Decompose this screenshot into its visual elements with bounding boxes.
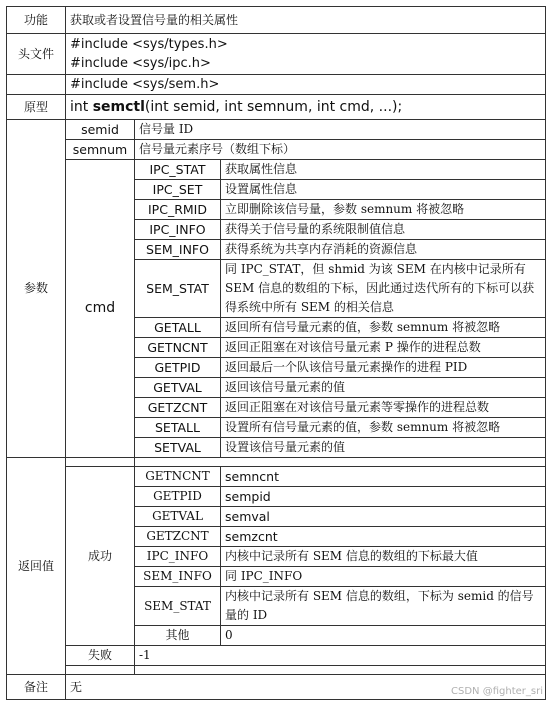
cmd-name: SEM_INFO <box>135 240 221 260</box>
prototype-label: 原型 <box>7 95 66 120</box>
param-semnum-desc: 信号量元素序号（数组下标） <box>135 140 546 160</box>
return-value: sempid <box>221 487 546 507</box>
csdn-watermark: CSDN @fighter_sri <box>451 686 543 697</box>
cmd-name: GETZCNT <box>135 398 221 418</box>
cmd-row <box>7 160 546 180</box>
return-value: semncnt <box>221 467 546 487</box>
return-cmd-name: IPC_INFO <box>135 547 221 567</box>
cmd-desc: 返回正阻塞在对该信号量元素等零操作的进程总数 <box>221 398 546 418</box>
notes-label: 备注 <box>7 675 66 700</box>
prototype-function-name: semctl <box>92 98 145 115</box>
cmd-name: IPC_INFO <box>135 220 221 240</box>
return-spacer <box>135 666 546 675</box>
return-spacer <box>135 458 546 467</box>
return-fail-label: 失败 <box>66 646 135 666</box>
cmd-desc: 同 IPC_STAT，但 shmid 为该 SEM 在内核中记录所有 SEM 信息的数组的下标，因此通过迭代所有的下标可以获得系统中所有 SEM 的相关信息 <box>221 260 546 318</box>
return-value: 内核中记录所有 SEM 信息的数组的下标最大值 <box>221 547 546 567</box>
cmd-desc: 返回正阻塞在对该信号量元素 P 操作的进程总数 <box>221 338 546 358</box>
cmd-name: IPC_SET <box>135 180 221 200</box>
return-fail-value: -1 <box>135 646 546 666</box>
return-cmd-name: GETNCNT <box>135 467 221 487</box>
cmd-desc: 设置所有信号量元素的值，参数 semnum 将被忽略 <box>221 418 546 438</box>
headers-row <box>7 34 546 75</box>
cmd-name: GETVAL <box>135 378 221 398</box>
param-semid-row <box>7 120 546 140</box>
return-value: semzcnt <box>221 527 546 547</box>
return-spacer <box>66 666 135 675</box>
notes-value: 无 <box>66 675 546 700</box>
cmd-desc: 返回所有信号量元素的值，参数 semnum 将被忽略 <box>221 318 546 338</box>
include-sem-row <box>7 75 546 95</box>
cmd-desc: 设置该信号量元素的值 <box>221 438 546 458</box>
return-cmd-name: 其他 <box>135 626 221 646</box>
cmd-desc: 获得关于信号量的系统限制值信息 <box>221 220 546 240</box>
return-fail-row <box>7 646 546 666</box>
cmd-name: GETALL <box>135 318 221 338</box>
headers-label: 头文件 <box>7 34 66 75</box>
cmd-name: GETNCNT <box>135 338 221 358</box>
cmd-name: IPC_RMID <box>135 200 221 220</box>
cmd-name: SEM_STAT <box>135 260 221 318</box>
return-spacer <box>66 458 135 467</box>
cmd-desc: 获取属性信息 <box>221 160 546 180</box>
headers-value <box>66 34 546 75</box>
param-semnum-row <box>7 140 546 160</box>
param-semid-name: semid <box>66 120 135 140</box>
return-cmd-name: GETPID <box>135 487 221 507</box>
param-semid-desc: 信号量 ID <box>135 120 546 140</box>
return-value: 0 <box>221 626 546 646</box>
function-label: 功能 <box>7 7 66 34</box>
cmd-name: SETVAL <box>135 438 221 458</box>
semctl-spec-table <box>6 6 546 700</box>
return-success-label: 成功 <box>66 467 135 646</box>
function-row <box>7 7 546 34</box>
header-include-ipc: #include <sys/ipc.h> <box>70 56 211 71</box>
return-cmd-name: GETVAL <box>135 507 221 527</box>
function-value: 获取或者设置信号量的相关属性 <box>66 7 546 34</box>
param-cmd-name: cmd <box>66 160 135 458</box>
prototype-return-type: int <box>70 98 93 115</box>
header-include-sem: #include <sys/sem.h> <box>66 75 546 95</box>
cmd-name: SETALL <box>135 418 221 438</box>
cmd-name: IPC_STAT <box>135 160 221 180</box>
cmd-desc: 设置属性信息 <box>221 180 546 200</box>
cmd-desc: 立即删除该信号量，参数 semnum 将被忽略 <box>221 200 546 220</box>
returns-label: 返回值 <box>7 458 66 675</box>
prototype-value <box>66 95 546 120</box>
return-value: semval <box>221 507 546 527</box>
include-sem-blank <box>7 75 66 95</box>
header-include-types: #include <sys/types.h> <box>70 37 228 52</box>
cmd-name: GETPID <box>135 358 221 378</box>
prototype-arguments: (int semid, int semnum, int cmd, ...); <box>144 98 403 115</box>
return-spacer-row <box>7 458 546 467</box>
cmd-desc: 获得系统为共享内存消耗的资源信息 <box>221 240 546 260</box>
params-label: 参数 <box>7 120 66 458</box>
cmd-desc: 返回最后一个队该信号量元素操作的进程 PID <box>221 358 546 378</box>
cmd-desc: 返回该信号量元素的值 <box>221 378 546 398</box>
return-value: 内核中记录所有 SEM 信息的数组，下标为 semid 的信号量的 ID <box>221 587 546 626</box>
param-semnum-name: semnum <box>66 140 135 160</box>
prototype-row <box>7 95 546 120</box>
return-cmd-name: GETZCNT <box>135 527 221 547</box>
return-value: 同 IPC_INFO <box>221 567 546 587</box>
return-bottom-spacer-row <box>7 666 546 675</box>
return-cmd-name: SEM_INFO <box>135 567 221 587</box>
return-cmd-name: SEM_STAT <box>135 587 221 626</box>
return-row <box>7 467 546 487</box>
